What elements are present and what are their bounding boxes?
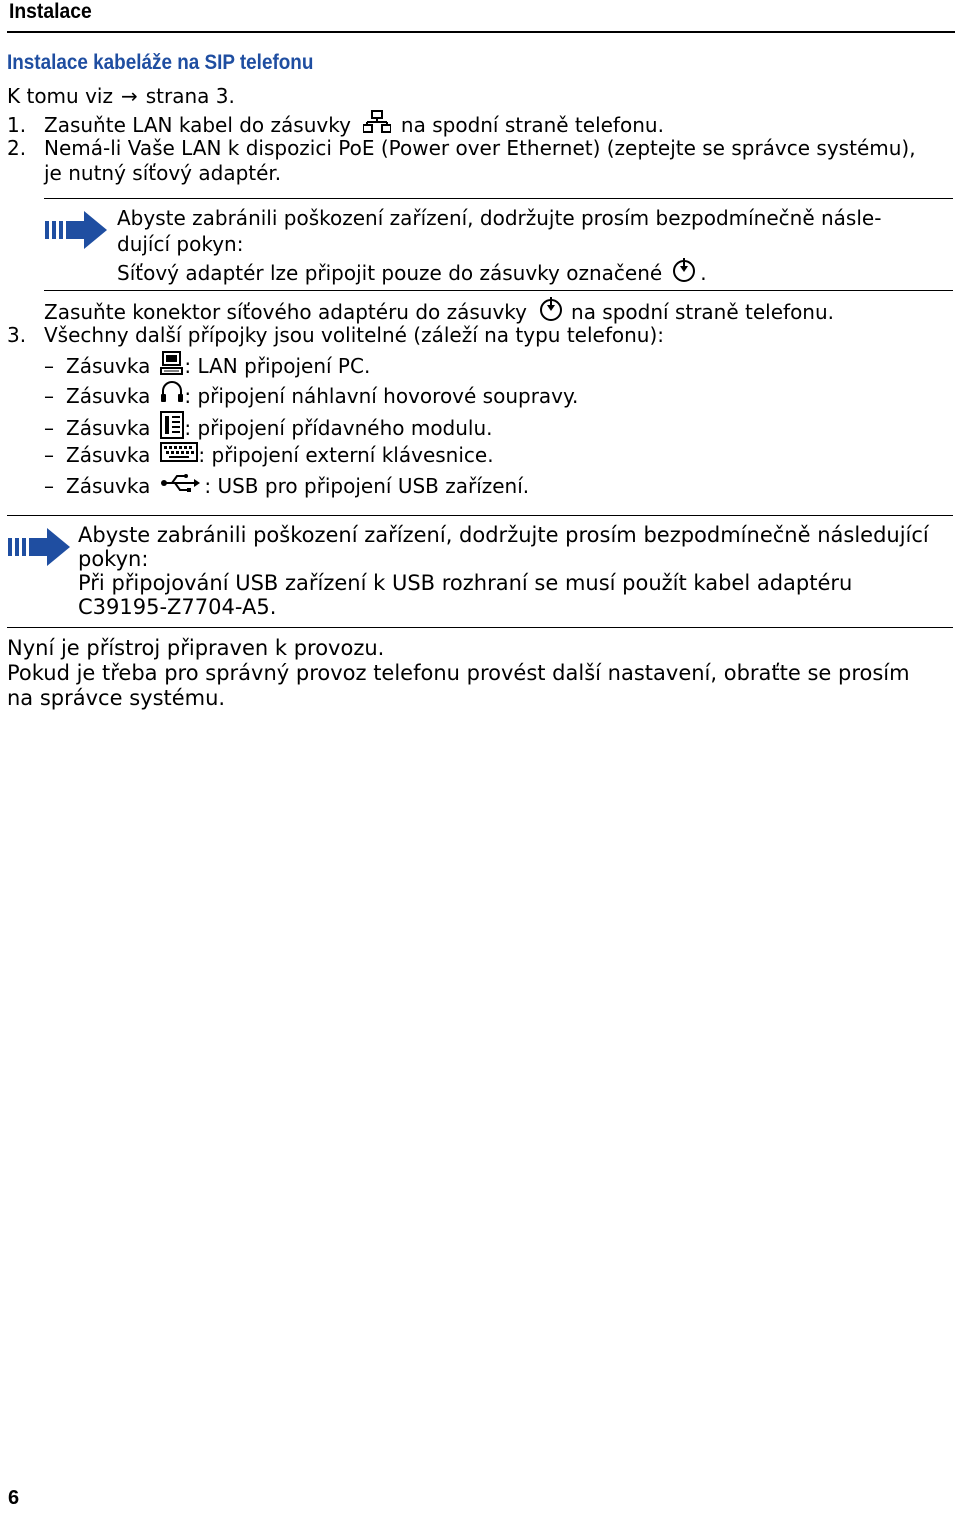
list-dash: –: [44, 473, 54, 498]
keyboard-icon: [160, 442, 198, 467]
reference-prefix: K tomu viz: [7, 84, 113, 108]
socket-label: Zásuvka: [66, 415, 151, 440]
socket-item-headset: [44, 380, 578, 411]
socket-label: Zásuvka: [66, 473, 151, 498]
step-text-end: na spodní straně telefonu.: [571, 299, 835, 324]
header-rule: [7, 31, 955, 33]
list-dash: –: [44, 353, 54, 378]
socket-item-usb: [44, 473, 529, 498]
socket-description: : připojení náhlavní hovorové soupravy.: [184, 383, 579, 408]
step-text: Zasuňte konektor síťového adaptéru do zásuvky: [44, 299, 528, 324]
note-1-line-3: [117, 257, 707, 288]
socket-item-pc: [44, 350, 370, 381]
step-text: Všechny další přípojky jsou volitelné (záleží na typu telefonu):: [44, 323, 664, 347]
step-1: [7, 110, 664, 139]
list-dash: –: [44, 383, 54, 408]
note-text: Síťový adaptér lze připojit pouze do zásuvky označené: [117, 260, 663, 285]
note-rule-top: [7, 515, 953, 516]
socket-description: : připojení přídavného modulu.: [184, 415, 493, 440]
lan-icon: [363, 110, 391, 139]
note-arrow-icon: [7, 527, 71, 571]
usb-icon: [160, 473, 200, 498]
note-2-line-1: [78, 523, 929, 547]
chapter-title: Instalace: [9, 0, 92, 23]
socket-description: : USB pro připojení USB zařízení.: [204, 473, 530, 498]
socket-label: Zásuvka: [66, 442, 151, 467]
note-2-line-2: [78, 547, 148, 571]
note-2-line-3: [78, 571, 852, 595]
socket-label: Zásuvka: [66, 353, 151, 378]
note-text: Při připojování USB zařízení k USB rozhraní se musí použít kabel adaptéru: [78, 571, 853, 595]
list-dash: –: [44, 415, 54, 440]
note-text: Abyste zabránili poškození zařízení, dodržujte prosím bezpodmínečně následující: [78, 523, 929, 547]
pc-icon: [160, 350, 184, 381]
socket-item-keyboard: [44, 442, 494, 467]
note-text: pokyn:: [78, 547, 149, 571]
closing-text: Nyní je přístroj připraven k provozu.: [7, 636, 385, 660]
note-text: Abyste zabránili poškození zařízení, dodržujte prosím bezpodmínečně násle-: [117, 206, 882, 230]
step-number: 1.: [7, 112, 27, 137]
note-rule-top: [44, 198, 953, 199]
section-heading: Instalace kabeláže na SIP telefonu: [7, 51, 314, 74]
closing-line-1: [7, 636, 384, 660]
step-number: 3.: [7, 323, 27, 347]
note-arrow-icon: [44, 210, 108, 254]
step-text-end: na spodní straně telefonu.: [400, 112, 664, 137]
socket-item-module: [44, 411, 493, 444]
note-text: dující pokyn:: [117, 232, 244, 256]
list-dash: –: [44, 442, 54, 467]
note-text: .: [700, 260, 707, 285]
step-2-continued: [44, 161, 281, 185]
closing-text: Pokud je třeba pro správný provoz telefonu provést další nastavení, obraťte se prosím: [7, 661, 910, 685]
step-2: [7, 136, 916, 160]
socket-description: : LAN připojení PC.: [184, 353, 371, 378]
intro-reference: [7, 84, 235, 108]
note-text: C39195-Z7704-A5.: [78, 595, 277, 619]
reference-arrow-icon: →: [120, 84, 138, 108]
module-icon: [160, 411, 184, 444]
socket-label: Zásuvka: [66, 383, 151, 408]
closing-line-3: [7, 686, 225, 710]
page-number: 6: [8, 1487, 20, 1509]
headset-icon: [160, 380, 184, 411]
note-2-line-4: [78, 595, 276, 619]
note-1-line-2: [117, 232, 243, 256]
note-1-line-1: [117, 206, 881, 230]
step-text: je nutný síťový adaptér.: [44, 161, 282, 185]
closing-line-2: [7, 661, 910, 685]
step-text: Nemá-li Vaše LAN k dispozici PoE (Power over Ethernet) (zeptejte se správce systému),: [44, 136, 916, 160]
reference-target: strana 3.: [145, 84, 235, 108]
socket-description: : připojení externí klávesnice.: [198, 442, 494, 467]
note-rule-bottom: [7, 627, 953, 628]
step-3: [7, 323, 664, 347]
note-rule-bottom: [44, 290, 953, 291]
step-number: 2.: [7, 136, 27, 160]
step-text: Zasuňte LAN kabel do zásuvky: [44, 112, 351, 137]
power-adapter-icon: [672, 257, 696, 288]
closing-text: na správce systému.: [7, 686, 226, 710]
